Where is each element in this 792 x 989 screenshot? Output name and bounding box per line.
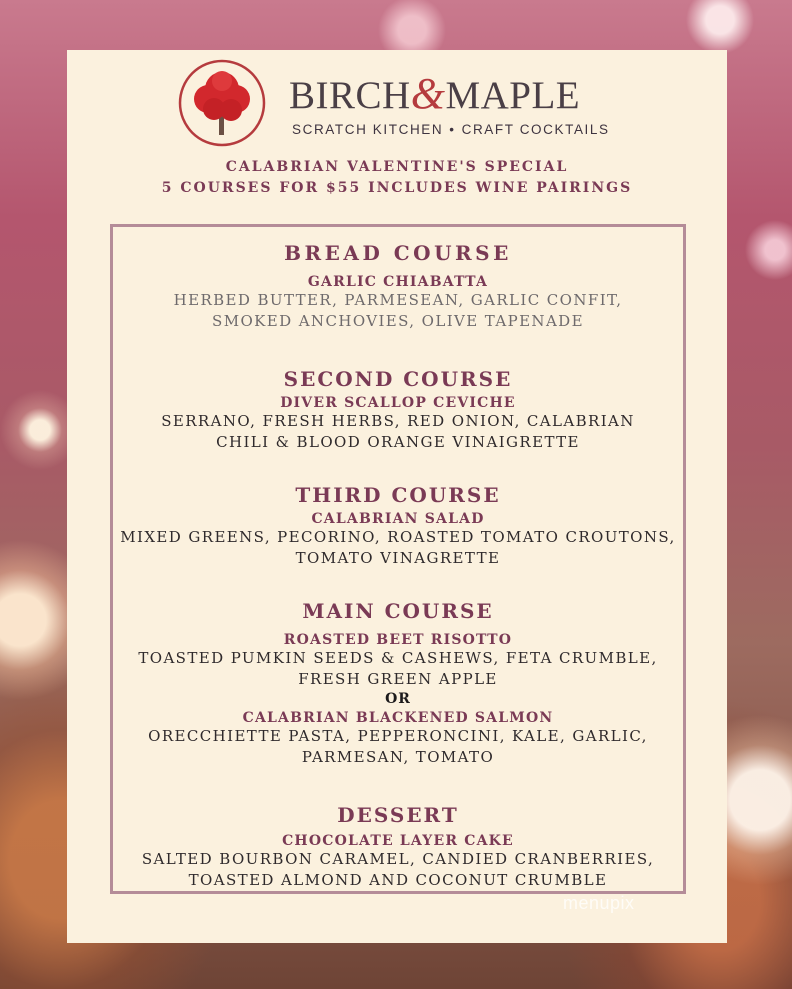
tagline-separator: •	[449, 122, 456, 137]
course-second	[113, 367, 683, 453]
course-dessert	[113, 803, 683, 891]
brand-name-right: MAPLE	[445, 74, 581, 117]
dish-description: FRESH GREEN APPLE	[298, 670, 498, 688]
dish-description: HERBED BUTTER, PARMESEAN, GARLIC CONFIT,	[173, 291, 623, 309]
dish-name: CHOCOLATE LAYER CAKE	[282, 833, 514, 849]
dish-description: SALTED BOURBON CARAMEL, CANDIED CRANBERRIES,	[141, 850, 655, 868]
brand-ampersand: &	[410, 69, 446, 118]
menu-card	[67, 50, 727, 943]
brand-name	[289, 68, 619, 119]
dish-name: ROASTED BEET RISOTTO	[283, 632, 513, 648]
dish-description: TOMATO VINAGRETTE	[295, 549, 501, 567]
dish-separator-or: OR	[385, 691, 411, 707]
course-title: THIRD COURSE	[295, 483, 501, 507]
course-main	[113, 599, 683, 768]
dish-description: PARMESAN, TOMATO	[301, 748, 495, 766]
red-tree-icon	[178, 59, 266, 147]
courses-frame	[110, 224, 686, 894]
dish-name: DIVER SCALLOP CEVICHE	[280, 395, 516, 411]
course-bread	[113, 241, 683, 332]
course-title: MAIN COURSE	[302, 599, 494, 623]
dish-description: ORECCHIETTE PASTA, PEPPERONCINI, KALE, GARLIC,	[148, 727, 648, 745]
dish-name: CALABRIAN SALAD	[311, 511, 485, 527]
dish-description: TOASTED PUMKIN SEEDS & CASHEWS, FETA CRUMBLE,	[138, 649, 658, 667]
course-title: DESSERT	[337, 803, 459, 827]
special-title: CALABRIAN VALENTINE'S SPECIAL	[225, 159, 569, 175]
tagline-left: SCRATCH KITCHEN	[292, 122, 444, 137]
dish-description: SERRANO, FRESH HERBS, RED ONION, CALABRIAN	[161, 412, 635, 430]
brand-name-left: BIRCH	[289, 74, 411, 117]
dish-description: SMOKED ANCHOVIES, OLIVE TAPENADE	[212, 312, 584, 330]
dish-description: TOASTED ALMOND AND COCONUT CRUMBLE	[188, 871, 608, 889]
course-title: SECOND COURSE	[283, 367, 513, 391]
watermark: menupix	[563, 893, 635, 913]
course-title: BREAD COURSE	[284, 241, 512, 265]
dish-description: CHILI & BLOOD ORANGE VINAIGRETTE	[216, 433, 580, 451]
dish-description: MIXED GREENS, PECORINO, ROASTED TOMATO CROUTONS,	[120, 528, 676, 546]
brand-tagline	[292, 122, 610, 137]
course-third	[113, 483, 683, 569]
dish-name: CALABRIAN BLACKENED SALMON	[242, 710, 554, 726]
tagline-right: CRAFT COCKTAILS	[461, 122, 610, 137]
special-subtitle: 5 COURSES FOR $55 INCLUDES WINE PAIRINGS	[161, 180, 633, 196]
dish-name: GARLIC CHIABATTA	[307, 274, 489, 290]
